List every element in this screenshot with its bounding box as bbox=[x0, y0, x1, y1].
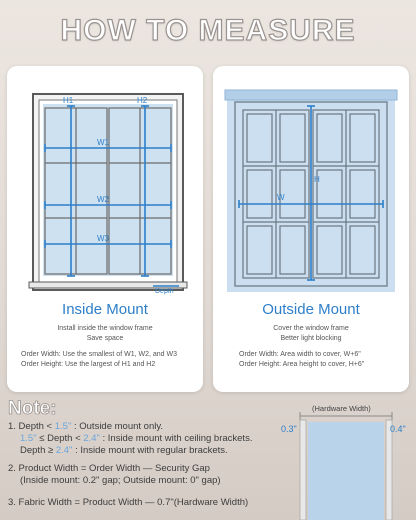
note-title: Note: bbox=[8, 398, 57, 419]
inside-mount-title: Inside Mount bbox=[62, 301, 148, 318]
gap-left-label: 0.3" bbox=[281, 424, 297, 434]
outside-mount-title: Outside Mount bbox=[262, 301, 360, 318]
label-h1: H1 bbox=[63, 96, 74, 105]
outside-desc-2: Better light blocking bbox=[280, 335, 342, 342]
note-line-3: Depth ≥ 2.4" : Inside mount with regular brackets. bbox=[20, 445, 228, 456]
outside-headrail bbox=[225, 90, 397, 100]
label-w2: W2 bbox=[97, 195, 109, 204]
page-title: HOW TO MEASURE bbox=[60, 14, 356, 47]
label-h: H bbox=[314, 175, 320, 184]
note-line-2: 1.5" ≤ Depth < 2.4" : Inside mount with ceiling brackets. bbox=[20, 433, 253, 444]
label-w3: W3 bbox=[97, 234, 109, 243]
inside-order-width: Order Width: Use the smallest of W1, W2, and W3 bbox=[21, 351, 177, 358]
label-depth: Depth bbox=[155, 288, 174, 295]
note-line-5: (Inside mount: 0.2" gap; Outside mount: 0" gap) bbox=[20, 475, 221, 486]
outside-desc-1: Cover the window frame bbox=[273, 325, 349, 332]
inside-desc-1: Install inside the window frame bbox=[57, 325, 153, 332]
inside-mount-card bbox=[7, 66, 203, 392]
note-line-4: 2. Product Width = Order Width — Security Gap bbox=[8, 463, 210, 474]
hardware-width-label: (Hardware Width) bbox=[312, 404, 371, 413]
outside-order-width: Order Width: Area width to cover, W+6" bbox=[239, 351, 361, 358]
note-line-6: 3. Fabric Width = Product Width — 0.7"(Hardware Width) bbox=[8, 497, 249, 508]
inside-shade bbox=[43, 104, 173, 276]
bracket-right bbox=[386, 420, 392, 520]
outside-mount-diagram bbox=[213, 66, 409, 296]
inside-mount-diagram bbox=[7, 66, 203, 296]
label-w1: W1 bbox=[97, 138, 109, 147]
note-line-1: 1. Depth < 1.5" : Outside mount only. bbox=[8, 421, 164, 432]
fabric-shade bbox=[308, 422, 384, 520]
outside-mount-card bbox=[213, 66, 409, 392]
gap-right-label: 0.4" bbox=[390, 424, 406, 434]
inside-order-height: Order Height: Use the largest of H1 and H2 bbox=[21, 361, 156, 368]
bracket-left bbox=[300, 420, 306, 520]
inside-desc-2: Save space bbox=[86, 335, 124, 342]
outside-order-height: Order Height: Area height to cover, H+6" bbox=[239, 361, 365, 368]
hardware-diagram bbox=[296, 412, 396, 520]
label-w: W bbox=[277, 193, 285, 202]
label-h2: H2 bbox=[137, 96, 148, 105]
